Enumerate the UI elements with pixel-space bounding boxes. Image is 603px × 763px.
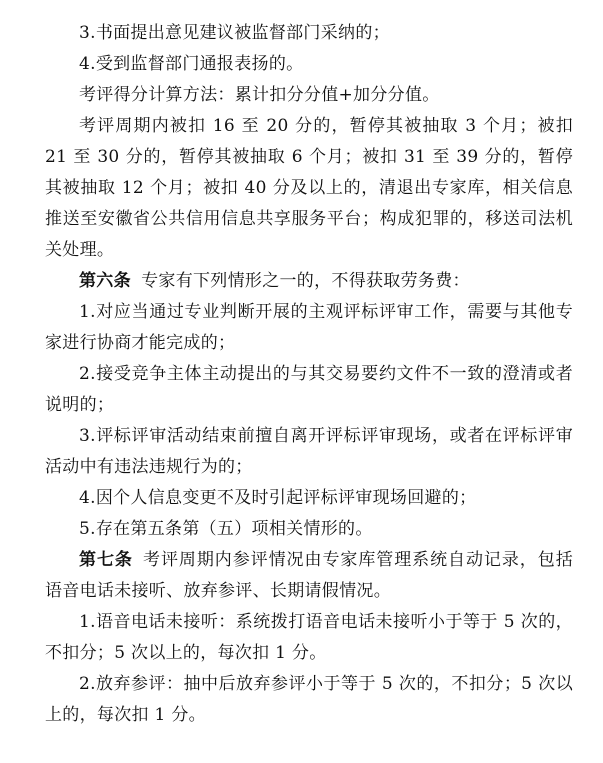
- article-7-item-1: [45, 607, 573, 669]
- paragraph-text: 2.放弃参评：抽中后放弃参评小于等于 5 次的，不扣分；5 次以上的，每次扣 1 分。: [45, 674, 573, 725]
- article-6-item-3: [45, 421, 573, 483]
- paragraph-text: 4.因个人信息变更不及时引起评标评审现场回避的；: [79, 488, 477, 508]
- paragraph-text: 1.语音电话未接听：系统拨打语音电话未接听小于等于 5 次的，不扣分；5 次以上的，每次扣 1 分。: [45, 612, 573, 663]
- paragraph-text: 3.评标评审活动结束前擅自离开评标评审现场，或者在评标评审活动中有违法违规行为的；: [45, 426, 573, 477]
- paragraph-text: 考评得分计算方法：累计扣分分值+加分分值。: [79, 85, 440, 105]
- paragraph-penalty-rules: [45, 111, 573, 266]
- paragraph-scoring-method: [45, 80, 573, 111]
- paragraph-text: 3.书面提出意见建议被监督部门采纳的；: [79, 23, 390, 43]
- article-6-item-5: [45, 514, 573, 545]
- article-heading: 第六条: [79, 271, 131, 291]
- article-7-intro: [45, 545, 573, 607]
- paragraph-item-4: [45, 49, 573, 80]
- paragraph-text: 2.接受竞争主体主动提出的与其交易要约文件不一致的澄清或者说明的；: [45, 364, 573, 415]
- paragraph-text: 4.受到监督部门通报表扬的。: [79, 54, 304, 74]
- paragraph-text: 考评周期内被扣 16 至 20 分的，暂停其被抽取 3 个月；被扣 21 至 30 分的，暂停其被抽取 6 个月；被扣 31 至 39 分的，暂停其被抽取 12 个月；被扣 40 分及以上的，清退出专家库，相关信息推送至安徽省公共信用信息共享服务平台；构成犯罪的，移送司法机关处理。: [45, 116, 573, 260]
- article-6-item-1: [45, 297, 573, 359]
- paragraph-item-3: [45, 18, 573, 49]
- article-6-item-2: [45, 359, 573, 421]
- article-6-item-4: [45, 483, 573, 514]
- paragraph-text: 专家有下列情形之一的，不得获取劳务费：: [141, 271, 470, 291]
- paragraph-text: 1.对应当通过专业判断开展的主观评标评审工作，需要与其他专家进行协商才能完成的；: [45, 302, 573, 353]
- article-6-intro: [45, 266, 573, 297]
- paragraph-text: 考评周期内参评情况由专家库管理系统自动记录，包括语音电话未接听、放弃参评、长期请假情况。: [45, 550, 573, 601]
- paragraph-text: 5.存在第五条第（五）项相关情形的。: [79, 519, 373, 539]
- article-7-item-2: [45, 669, 573, 731]
- article-heading: 第七条: [79, 550, 133, 570]
